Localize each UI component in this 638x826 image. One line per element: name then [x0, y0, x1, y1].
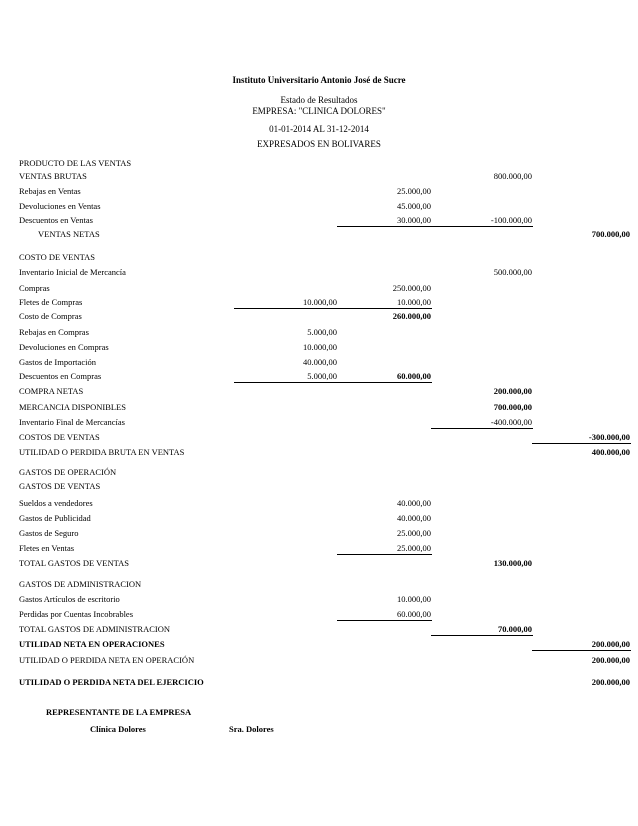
statement-row [0, 542, 638, 555]
row-label: Inventario Inicial de Mercancía [19, 267, 126, 277]
statement-row [0, 228, 638, 241]
amount-c3: -400.000,00 [431, 416, 533, 429]
amount-c4: 200.000,00 [591, 655, 630, 665]
statement-row [0, 446, 638, 459]
amount-c3: 800.000,00 [493, 171, 532, 181]
amount-c2: 30.000,00 [337, 214, 432, 227]
amount-c2: 25.000,00 [397, 186, 431, 196]
amount-c2: 60.000,00 [337, 608, 432, 621]
amount-c4: 400.000,00 [591, 447, 630, 457]
row-label: UTILIDAD O PERDIDA NETA EN OPERACIÓN [19, 655, 195, 665]
amount-c4: -300.000,00 [532, 431, 631, 444]
row-label: Rebajas en Compras [19, 327, 89, 337]
statement-row [0, 356, 638, 369]
statement-row [0, 341, 638, 354]
statement-row [0, 310, 638, 323]
row-label: Devoluciones en Ventas [19, 201, 101, 211]
statement-row [0, 512, 638, 525]
amount-c4: 200.000,00 [591, 677, 630, 687]
row-label: Perdidas por Cuentas Incobrables [19, 609, 134, 619]
statement-row [0, 326, 638, 339]
company-name: EMPRESA: "CLINICA DOLORES" [252, 106, 386, 116]
statement-row [0, 431, 638, 444]
statement-row [0, 578, 638, 591]
statement-title: Estado de Resultados [280, 95, 358, 105]
statement-row [0, 557, 638, 570]
statement-row [0, 497, 638, 510]
amount-c1: 5.000,00 [234, 370, 338, 383]
statement-row [0, 157, 638, 170]
row-label: TOTAL GASTOS DE VENTAS [19, 558, 130, 568]
row-label: GASTOS DE VENTAS [19, 481, 101, 491]
statement-row [0, 200, 638, 213]
amount-c2: 25.000,00 [397, 528, 431, 538]
row-label: Gastos de Importación [19, 357, 96, 367]
row-label: TOTAL GASTOS DE ADMINISTRACION [19, 624, 170, 634]
amount-c1: 40.000,00 [303, 357, 337, 367]
statement-row [0, 214, 638, 227]
currency-note: EXPRESADOS EN BOLIVARES [257, 139, 381, 149]
statement-row [0, 266, 638, 279]
row-label: COSTOS DE VENTAS [19, 432, 100, 442]
statement-row [0, 282, 638, 295]
amount-c2: 250.000,00 [392, 283, 431, 293]
row-label: Descuentos en Compras [19, 371, 102, 381]
signature-title: REPRESENTANTE DE LA EMPRESA [46, 707, 192, 717]
row-label: Costo de Compras [19, 311, 82, 321]
row-label: VENTAS BRUTAS [19, 171, 87, 181]
row-label: GASTOS DE OPERACIÓN [19, 467, 117, 477]
row-label: COMPRA NETAS [19, 386, 84, 396]
amount-c2: 40.000,00 [397, 498, 431, 508]
amount-c2: 60.000,00 [337, 370, 432, 383]
row-label: Fletes de Compras [19, 297, 83, 307]
row-label: Sueldos a vendedores [19, 498, 93, 508]
statement-row [0, 608, 638, 621]
row-label: Gastos de Seguro [19, 528, 79, 538]
statement-row [0, 385, 638, 398]
statement-row [0, 401, 638, 414]
statement-row [0, 251, 638, 264]
row-label: Inventario Final de Mercancías [19, 417, 125, 427]
signature-company: Clínica Dolores [90, 724, 146, 734]
row-label: Descuentos en Ventas [19, 215, 93, 225]
amount-c3: -100.000,00 [431, 214, 533, 227]
institution-name: Instituto Universitario Antonio José de Sucre [232, 75, 406, 85]
amount-c2: 260.000,00 [392, 311, 431, 321]
row-label: Fletes en Ventas [19, 543, 75, 553]
amount-c3: 130.000,00 [493, 558, 532, 568]
row-label: Gastos Artículos de escritorio [19, 594, 120, 604]
row-label: Compras [19, 283, 50, 293]
statement-row [0, 296, 638, 309]
statement-row [0, 185, 638, 198]
amount-c2: 25.000,00 [337, 542, 432, 555]
row-label: GASTOS DE ADMINISTRACION [19, 579, 142, 589]
statement-row [0, 466, 638, 479]
row-label: UTILIDAD O PERDIDA BRUTA EN VENTAS [19, 447, 185, 457]
period: 01-01-2014 AL 31-12-2014 [269, 124, 369, 134]
statement-row [0, 370, 638, 383]
amount-c2: 10.000,00 [337, 296, 432, 309]
row-label: UTILIDAD NETA EN OPERACIONES [19, 639, 165, 649]
amount-c3: 500.000,00 [493, 267, 532, 277]
statement-row [0, 527, 638, 540]
amount-c2: 45.000,00 [397, 201, 431, 211]
row-label: VENTAS NETAS [38, 229, 100, 239]
statement-row [0, 638, 638, 651]
amount-c4: 700.000,00 [591, 229, 630, 239]
statement-row [0, 654, 638, 667]
row-label: UTILIDAD O PERDIDA NETA DEL EJERCICIO [19, 677, 204, 687]
row-label: Gastos de Publicidad [19, 513, 91, 523]
statement-row [0, 623, 638, 636]
row-label: PRODUCTO DE LAS VENTAS [19, 158, 132, 168]
amount-c3: 70.000,00 [431, 623, 533, 636]
amount-c1: 5.000,00 [307, 327, 337, 337]
amount-c4: 200.000,00 [532, 638, 631, 651]
statement-row [0, 676, 638, 689]
row-label: Rebajas en Ventas [19, 186, 81, 196]
amount-c3: 700.000,00 [493, 402, 532, 412]
row-label: MERCANCIA DISPONIBLES [19, 402, 126, 412]
amount-c2: 40.000,00 [397, 513, 431, 523]
signature-person: Sra. Dolores [229, 724, 274, 734]
amount-c1: 10.000,00 [234, 296, 338, 309]
amount-c3: 200.000,00 [493, 386, 532, 396]
amount-c1: 10.000,00 [303, 342, 337, 352]
statement-row [0, 416, 638, 429]
row-label: Devoluciones en Compras [19, 342, 109, 352]
amount-c2: 10.000,00 [397, 594, 431, 604]
statement-row [0, 170, 638, 183]
statement-row [0, 480, 638, 493]
statement-row [0, 593, 638, 606]
row-label: COSTO DE VENTAS [19, 252, 95, 262]
